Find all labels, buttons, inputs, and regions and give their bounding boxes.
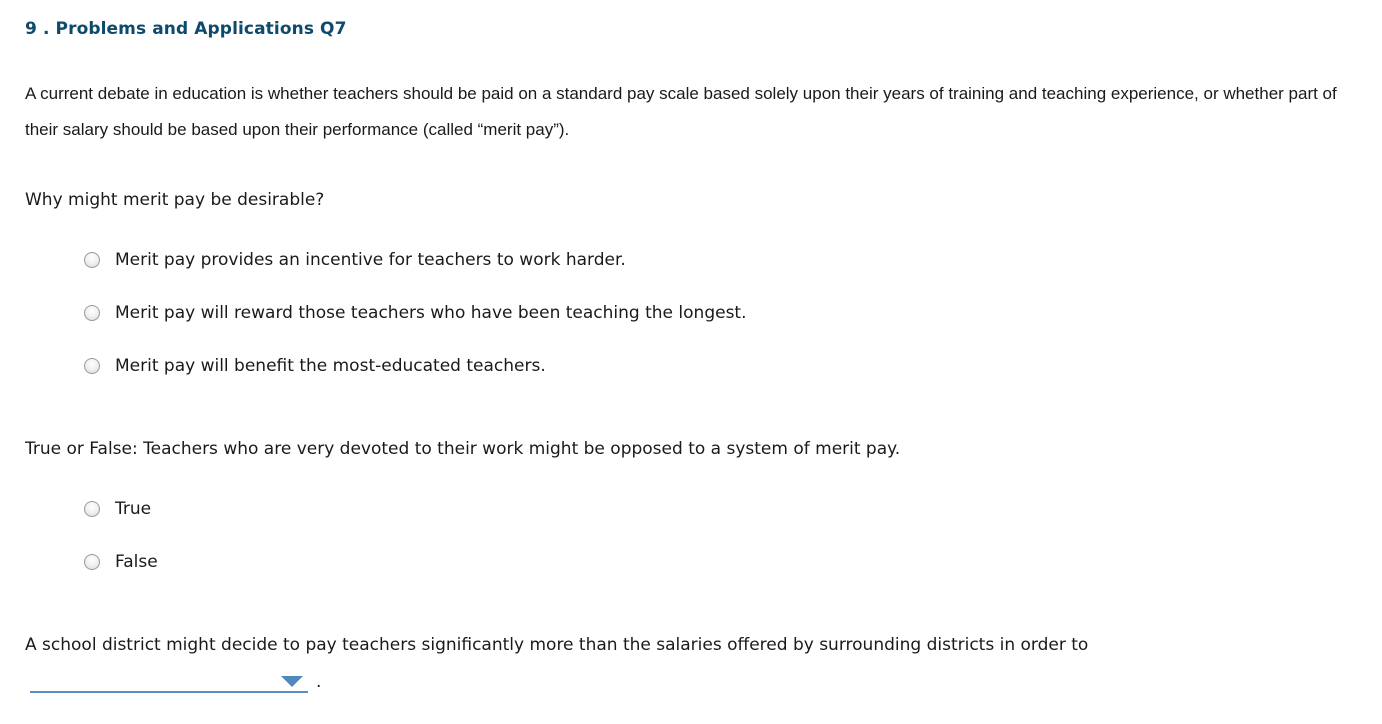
sentence-period: . — [316, 672, 322, 692]
part1-option-1[interactable] — [84, 248, 626, 272]
part3-prompt: A school district might decide to pay teachers significantly more than the salaries offered by surrounding districts in order to — [25, 635, 1089, 655]
option-label: Merit pay will benefit the most-educated teachers. — [115, 356, 546, 376]
option-label: False — [115, 552, 158, 572]
question-title: 9 . Problems and Applications Q7 — [25, 19, 347, 39]
option-label: True — [115, 499, 152, 519]
part1-prompt: Why might merit pay be desirable? — [25, 190, 325, 210]
chevron-down-icon[interactable] — [281, 676, 303, 687]
part2-option-false[interactable] — [84, 550, 158, 574]
option-label: Merit pay provides an incentive for teachers to work harder. — [115, 250, 626, 270]
answer-dropdown[interactable] — [30, 669, 308, 693]
part1-option-3[interactable] — [84, 354, 546, 378]
question-intro: A current debate in education is whether teachers should be paid on a standard pay scale based solely upon their years of training and teaching experience, or whether part of their salary should be based upon their performance (called “merit pay”). — [25, 84, 1337, 139]
radio-button[interactable] — [84, 252, 100, 268]
part1-option-2[interactable] — [84, 301, 747, 325]
radio-button[interactable] — [84, 554, 100, 570]
radio-button[interactable] — [84, 358, 100, 374]
radio-button[interactable] — [84, 501, 100, 517]
part2-option-true[interactable] — [84, 497, 151, 521]
option-label: Merit pay will reward those teachers who have been teaching the longest. — [115, 303, 747, 323]
radio-button[interactable] — [84, 305, 100, 321]
part2-prompt: True or False: Teachers who are very devoted to their work might be opposed to a system of merit pay. — [25, 439, 901, 459]
